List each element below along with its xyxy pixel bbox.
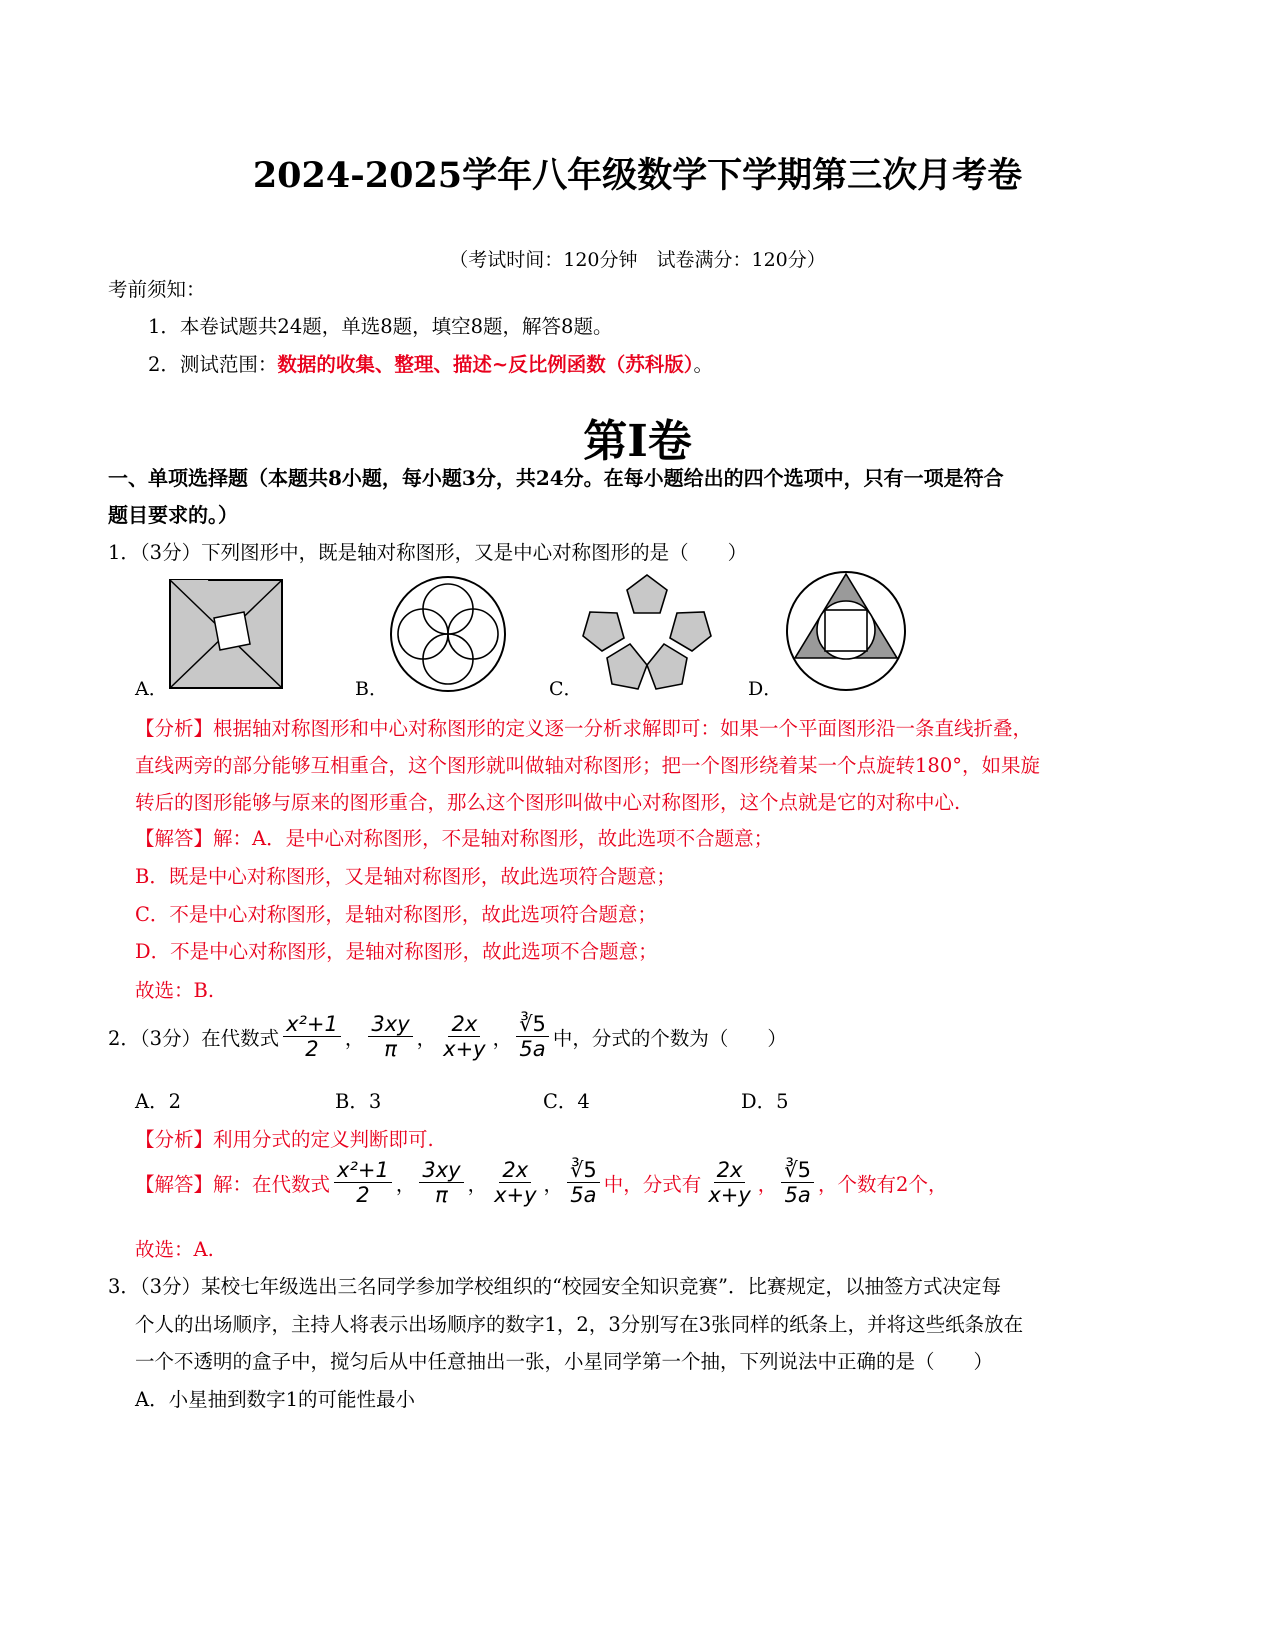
notice-item-2-range: 数据的收集、整理、描述~反比例函数（苏科版） <box>277 353 694 376</box>
q2-f4-num: ∛5 <box>516 1012 549 1037</box>
q2-answer-f3-den: x+y <box>494 1183 537 1208</box>
q2-answer <box>135 1158 947 1207</box>
q2-f2-den: π <box>384 1037 397 1062</box>
q2-choice: 故选：A. <box>135 1238 214 1261</box>
q2-sep-3: ， <box>492 1026 513 1050</box>
q2-answer-f4-num: ∛5 <box>567 1158 600 1183</box>
q2-answer-f1-den: 2 <box>356 1183 370 1208</box>
q2-answer-f6-den: 5a <box>784 1183 811 1208</box>
q2-answer-f5-den: x+y <box>708 1183 751 1208</box>
q2-option-d: D．5 <box>741 1090 789 1113</box>
q1-option-a: A． <box>135 678 168 700</box>
q2-answer-sep-3: ， <box>543 1172 564 1196</box>
q1-figure-d <box>783 570 909 692</box>
q1-answer-line-2: B．既是中心对称图形，又是轴对称图形，故此选项符合题意； <box>135 865 676 888</box>
q1-choice: 故选：B. <box>135 979 215 1002</box>
notice-item-2-prefix: 2．测试范围： <box>148 353 278 376</box>
q2-sep-1: ， <box>344 1026 365 1050</box>
q2-f1-num: x²+1 <box>283 1012 341 1037</box>
q1-option-d: D． <box>748 678 783 700</box>
q2-option-c: C．4 <box>543 1090 590 1113</box>
q2-fraction-4 <box>516 1012 549 1061</box>
section-1-line-1: 一、单项选择题（本题共8小题，每小题3分，共24分。在每小题给出的四个选项中，只有一项是符合 <box>108 466 1004 490</box>
q2-answer-f5-num: 2x <box>714 1158 746 1183</box>
q2-answer-sep-4: ， <box>757 1172 778 1196</box>
q2-answer-fraction-3 <box>491 1158 539 1207</box>
q2-suffix: 中，分式的个数为（ ） <box>552 1026 787 1050</box>
q2-f1-den: 2 <box>305 1037 319 1062</box>
q2-answer-fraction-4 <box>567 1158 600 1207</box>
q2-answer-sep-2: ， <box>467 1172 488 1196</box>
q2-answer-f3-num: 2x <box>499 1158 531 1183</box>
q2-answer-suffix: ，个数有2个， <box>818 1172 948 1196</box>
q1-answer-line-3: C．不是中心对称图形，是轴对称图形，故此选项符合题意； <box>135 903 657 926</box>
notice-heading: 考前须知： <box>108 278 206 301</box>
q2-answer-sep-1: ， <box>395 1172 416 1196</box>
q2-answer-fraction-6 <box>781 1158 814 1207</box>
q2-answer-f6-num: ∛5 <box>781 1158 814 1183</box>
volume-heading: 第Ⅰ卷 <box>583 416 692 467</box>
q2-prefix: 2．（3分）在代数式 <box>108 1026 280 1050</box>
exam-info: （考试时间：120分钟 试卷满分：120分） <box>449 249 826 271</box>
q1-analysis-line-1: 【分析】根据轴对称图形和中心对称图形的定义逐一分析求解即可：如果一个平面图形沿一条直线折叠， <box>135 717 1033 740</box>
notice-item-2-suffix: 。 <box>693 353 714 376</box>
q2-option-a: A．2 <box>135 1090 181 1113</box>
q2-f4-den: 5a <box>519 1037 546 1062</box>
q2-answer-prefix: 【解答】解：在代数式 <box>135 1172 331 1196</box>
q3-stem-line-2: 个人的出场顺序，主持人将表示出场顺序的数字1，2，3分别写在3张同样的纸条上，并将这些纸条放在 <box>135 1313 1024 1336</box>
q2-f3-num: 2x <box>448 1012 480 1037</box>
q2-fraction-2 <box>368 1012 412 1061</box>
q1-figure-b <box>388 574 508 694</box>
q2-answer-f4-den: 5a <box>570 1183 597 1208</box>
q2-answer-mid: 中，分式有 <box>603 1172 702 1196</box>
q2-answer-fraction-1 <box>334 1158 392 1207</box>
q1-stem: 1．（3分）下列图形中，既是轴对称图形，又是中心对称图形的是（ ） <box>108 541 748 564</box>
q2-answer-f2-den: π <box>435 1183 448 1208</box>
q2-f3-den: x+y <box>443 1037 486 1062</box>
q2-answer-fraction-2 <box>419 1158 463 1207</box>
q2-f2-num: 3xy <box>368 1012 412 1037</box>
q3-option-a: A．小星抽到数字1的可能性最小 <box>135 1388 415 1411</box>
q1-analysis-line-3: 转后的图形能够与原来的图形重合，那么这个图形叫做中心对称图形，这个点就是它的对称中心. <box>135 791 961 814</box>
q3-stem-line-1: 3．（3分）某校七年级选出三名同学参加学校组织的“校园安全知识竞赛”．比赛规定，以抽签方式决定每 <box>108 1275 1002 1298</box>
q1-answer-line-4: D．不是中心对称图形，是轴对称图形，故此选项不合题意； <box>135 940 658 963</box>
q3-stem-line-3: 一个不透明的盒子中，搅匀后从中任意抽出一张，小星同学第一个抽，下列说法中正确的是（ ） <box>135 1350 994 1373</box>
page-title: 2024-2025学年八年级数学下学期第三次月考卷 <box>252 155 1023 196</box>
q2-answer-f1-num: x²+1 <box>334 1158 392 1183</box>
notice-item-1: 1．本卷试题共24题，单选8题，填空8题，解答8题。 <box>148 315 613 338</box>
section-1-line-2: 题目要求的。） <box>108 503 238 527</box>
q1-figure-a <box>168 578 284 690</box>
q1-option-c: C． <box>549 678 583 700</box>
q2-answer-fraction-5 <box>705 1158 753 1207</box>
q2-analysis: 【分析】利用分式的定义判断即可. <box>135 1128 434 1151</box>
q2-option-b: B．3 <box>335 1090 382 1113</box>
q2-answer-f2-num: 3xy <box>419 1158 463 1183</box>
q2-fraction-1 <box>283 1012 341 1061</box>
q1-figure-c <box>580 572 714 694</box>
q2-stem <box>108 1012 787 1061</box>
q2-fraction-3 <box>440 1012 488 1061</box>
q1-option-b: B． <box>355 678 388 700</box>
notice-item-2 <box>148 349 713 377</box>
q2-sep-2: ， <box>416 1026 437 1050</box>
q1-analysis-line-2: 直线两旁的部分能够互相重合，这个图形就叫做轴对称图形；把一个图形绕着某一个点旋转180°，如果旋 <box>135 754 1040 777</box>
q1-answer-line-1: 【解答】解：A．是中心对称图形，不是轴对称图形，故此选项不合题意； <box>135 827 774 850</box>
